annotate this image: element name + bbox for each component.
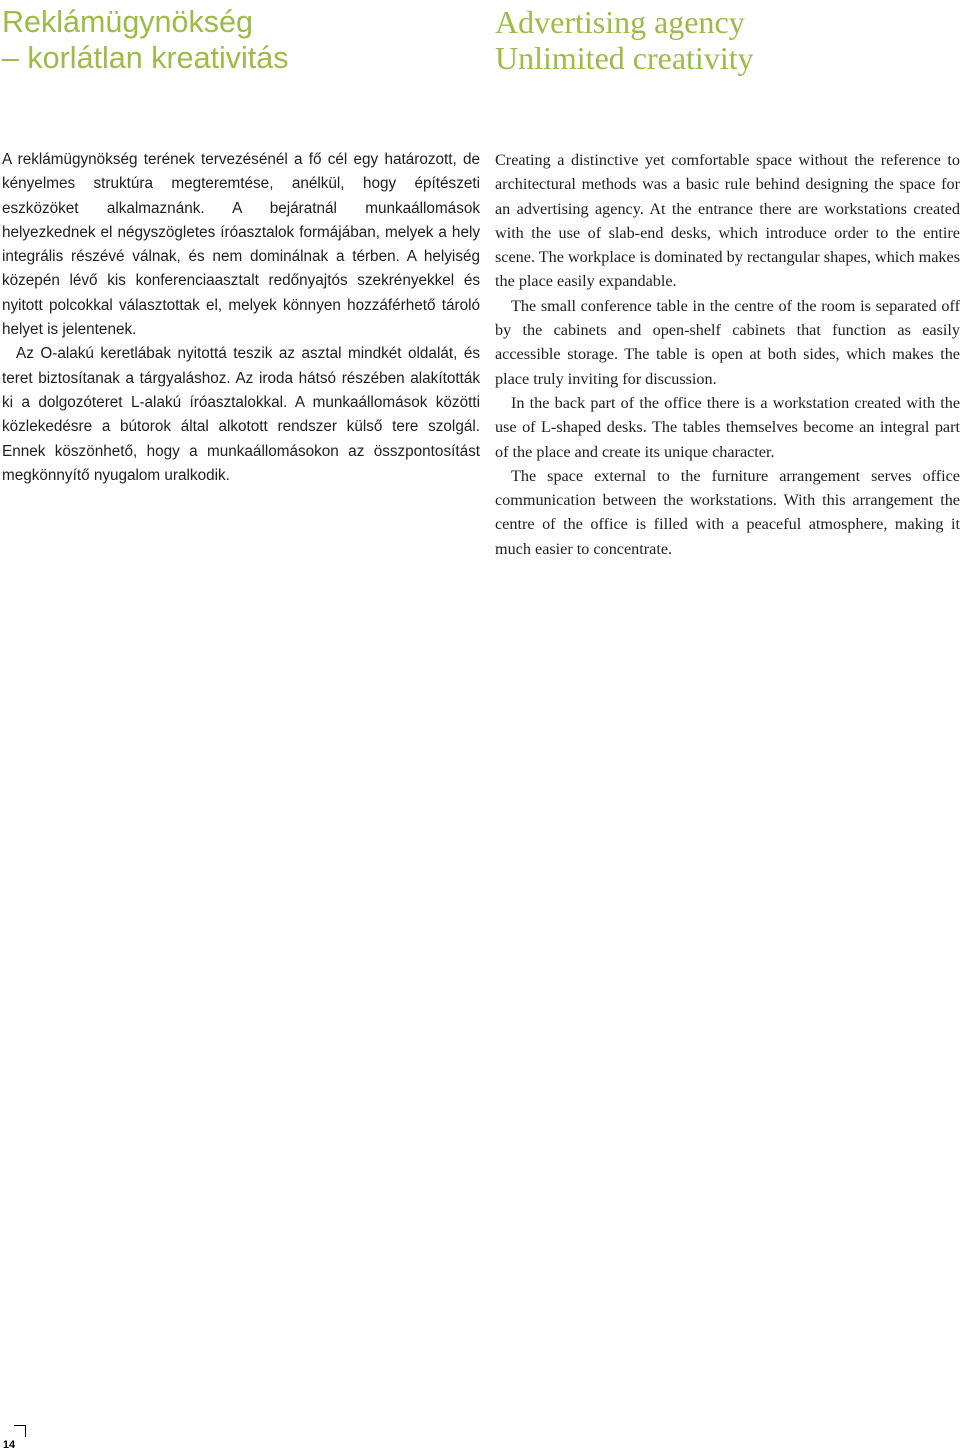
body-paragraph-hu-2: Az O-alakú keretlábak nyitottá teszik az asztal mindkét oldalát, és teret biztosítanak a tárgyaláshoz. Az iroda hátsó részében alakították ki a dolgozóteret L-alakú íróasztalokkal. A munkaállomások közötti közlekedésre a bútorok által alkotott rendszer külső tere szolgál. Ennek köszönhető, hogy a munkaállomásokon az összpontosítást megkönnyítő nyugalom uralkodik.: [2, 345, 480, 484]
body-paragraph-en-1: Creating a distinctive yet comfortable space without the reference to architectural methods was a basic rule behind designing the space for an advertising agency. At the entrance there are workstations created with the use of slab-end desks, which introduce order to the entire scene. The workplace is dominated by rectangular shapes, which makes the place easily expandable.: [495, 151, 960, 291]
title-hungarian: [2, 4, 289, 76]
title-hungarian-line1: Reklámügynökség: [2, 5, 253, 39]
title-english-line2: Unlimited creativity: [495, 40, 754, 76]
body-paragraph-en-4: The space external to the furniture arrangement serves office communication between the workstations. With this arrangement the centre of the office is filled with a peaceful atmosphere, making it much easier to concentrate.: [495, 466, 960, 558]
body-column-english: [495, 148, 960, 561]
title-english: [495, 4, 754, 76]
title-english-line1: Advertising agency: [495, 4, 745, 40]
body-paragraph-en-2: The small conference table in the centre of the room is separated off by the cabinets and open-shelf cabinets that function as easily accessible storage. The table is open at both sides, which makes the place truly inviting for discussion.: [495, 296, 960, 388]
body-column-hungarian: [2, 148, 480, 488]
body-paragraph-hu-1: A reklámügynökség terének tervezésénél a fő cél egy határozott, de kényelmes struktúra megteremtése, anélkül, hogy építészeti eszközöket alkalmaznánk. A bejáratnál munkaállomások helyezkednek el négyszögletes íróasztalok formájában, melyek a hely integrális részévé válnak, és nem dominálnak a térben. A helyiség közepén lévő kis konferenciaasztalt redőnyajtós szekrényekkel és nyitott polcokkal választottak el, melyek könnyen hozzáférhető tároló helyet is jelentenek.: [2, 151, 480, 339]
corner-crop-mark: [14, 1425, 26, 1437]
body-paragraph-en-3: In the back part of the office there is a workstation created with the use of L-shaped desks. The tables themselves become an integral part of the place and create its unique character.: [495, 393, 960, 461]
page-number: 14: [2, 1439, 16, 1451]
title-hungarian-line2: – korlátlan kreativitás: [2, 41, 289, 75]
